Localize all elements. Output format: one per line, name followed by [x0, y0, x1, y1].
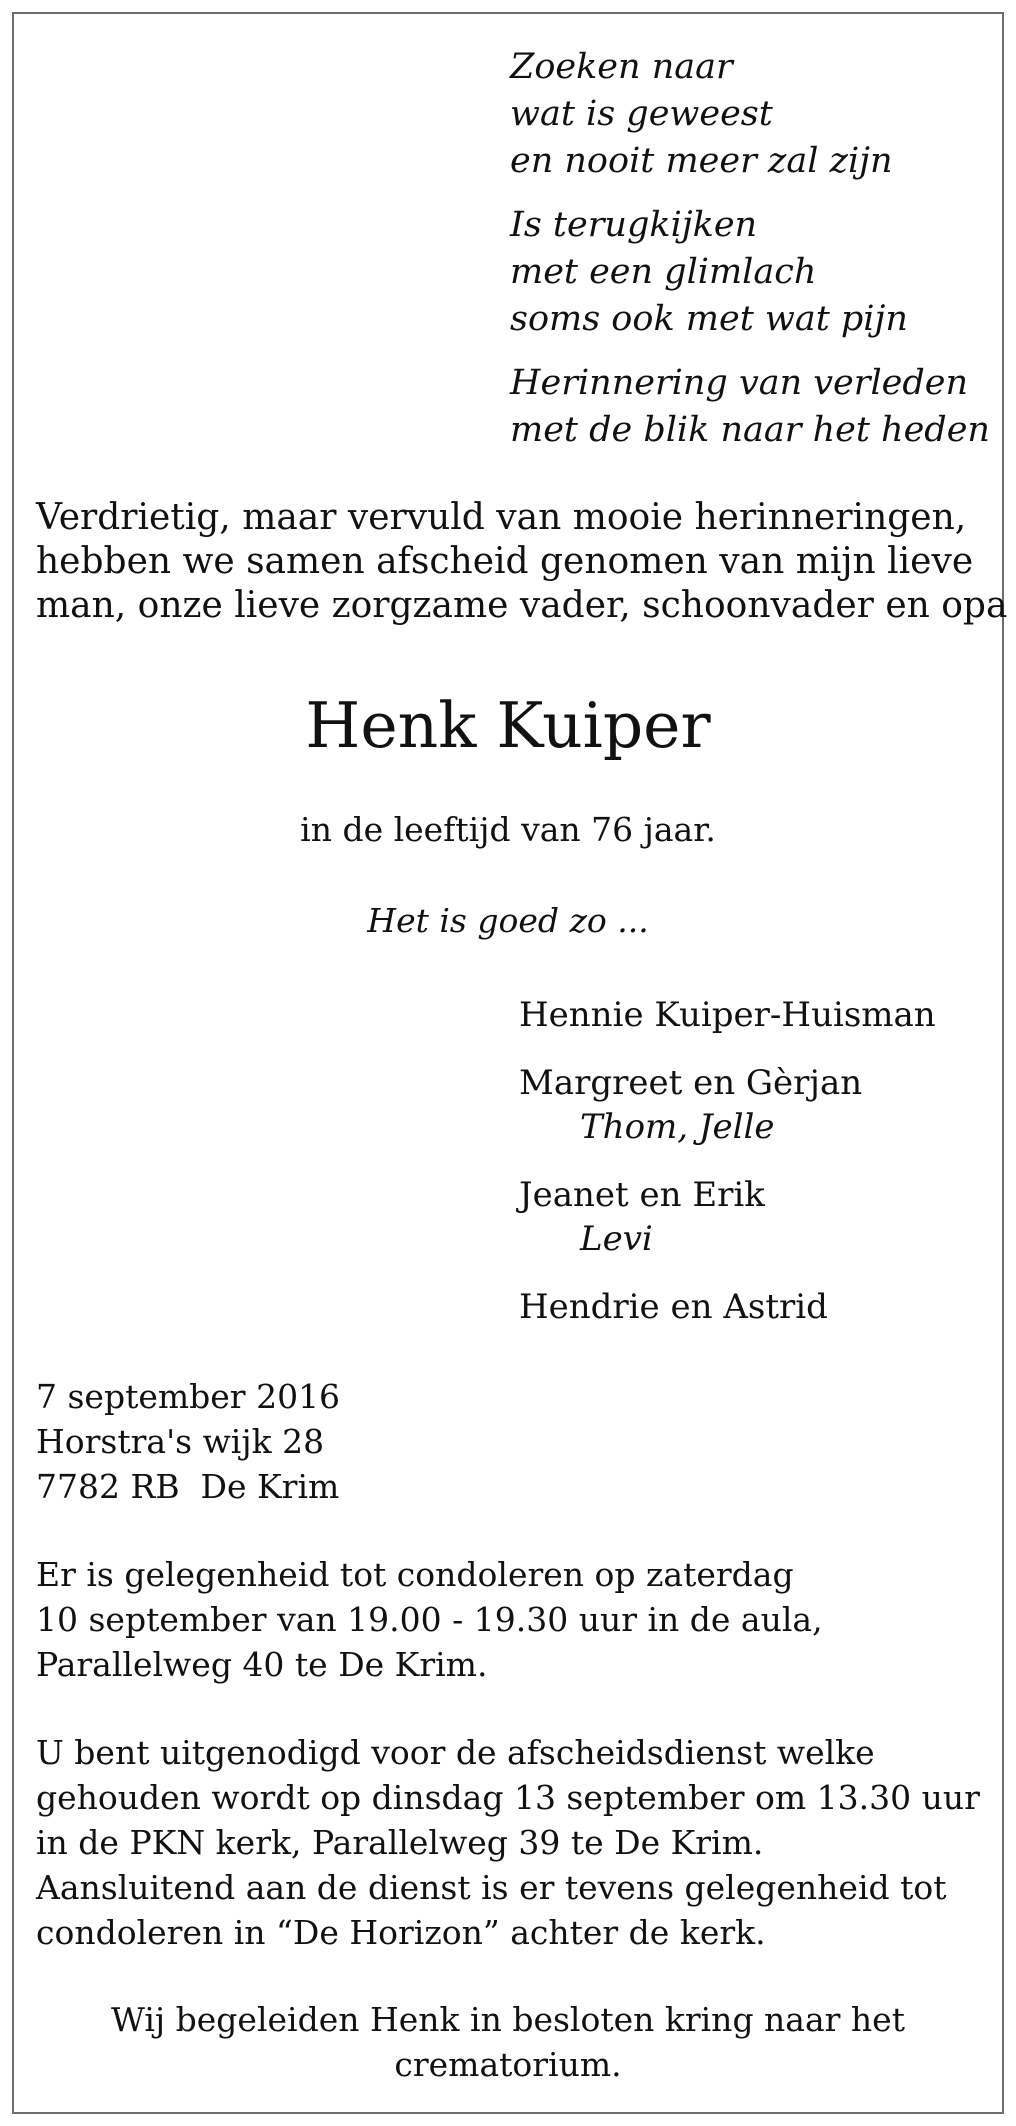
notice-date: 7 september 2016 — [36, 1377, 341, 1416]
address-postcode-city: 7782 RB De Krim — [36, 1467, 340, 1506]
service-line: condoleren in “De Horizon” achter de kerk. — [36, 1913, 766, 1952]
service-line: U bent uitgenodigd voor de afscheidsdienst welke — [36, 1733, 875, 1772]
poem-line: en nooit meer zal zijn — [510, 141, 893, 181]
service-line: Aansluitend aan de dienst is er tevens gelegenheid tot — [36, 1868, 947, 1907]
family-list — [519, 993, 936, 1353]
service-paragraph — [36, 1730, 980, 1955]
family-member-name: Margreet en Gèrjan — [519, 1063, 863, 1103]
poem-stanza — [510, 360, 990, 454]
poem-line: Zoeken naar — [510, 47, 733, 87]
family-member — [519, 1061, 936, 1149]
family-member — [519, 993, 936, 1037]
service-line: gehouden wordt op dinsdag 13 september om 13.30 uur — [36, 1778, 980, 1817]
poem-line: Is terugkijken — [510, 205, 758, 245]
poem-line: met een glimlach — [510, 252, 817, 292]
intro-line: man, onze lieve zorgzame vader, schoonvader en opa — [36, 585, 1008, 626]
family-member-name: Hennie Kuiper-Huisman — [519, 995, 936, 1035]
closing-line: Wij begeleiden Henk in besloten kring naar het — [111, 2000, 905, 2039]
condolence-paragraph — [36, 1552, 823, 1687]
family-member — [519, 1173, 936, 1261]
closing-line: crematorium. — [394, 2045, 622, 2084]
family-member-name: Jeanet en Erik — [519, 1175, 765, 1215]
deceased-name: Henk Kuiper — [305, 689, 711, 762]
poem-stanza — [510, 202, 990, 343]
motto: Het is goed zo ... — [367, 901, 649, 940]
intro-line: Verdrietig, maar vervuld van mooie herinneringen, — [36, 497, 967, 538]
closing-paragraph — [0, 1997, 1016, 2087]
address-street: Horstra's wijk 28 — [36, 1422, 325, 1461]
poem-line: Herinnering van verleden — [510, 363, 969, 403]
service-line: in de PKN kerk, Parallelweg 39 te De Krim. — [36, 1823, 764, 1862]
poem-line: wat is geweest — [510, 94, 773, 134]
family-member — [519, 1285, 936, 1329]
age-text: in de leeftijd van 76 jaar. — [300, 810, 716, 849]
poem-stanza — [510, 44, 990, 185]
intro-line: hebben we samen afscheid genomen van mijn lieve — [36, 541, 974, 582]
poem-line: met de blik naar het heden — [510, 410, 990, 450]
condolence-line: Parallelweg 40 te De Krim. — [36, 1645, 488, 1684]
address-block — [36, 1374, 340, 1509]
family-member-children: Levi — [580, 1219, 653, 1259]
intro-paragraph — [36, 496, 1007, 628]
condolence-line: 10 september van 19.00 - 19.30 uur in de aula, — [36, 1600, 823, 1639]
condolence-line: Er is gelegenheid tot condoleren op zaterdag — [36, 1555, 794, 1594]
family-member-children: Thom, Jelle — [580, 1107, 775, 1147]
poem-line: soms ook met wat pijn — [510, 299, 908, 339]
poem — [510, 44, 990, 471]
family-member-name: Hendrie en Astrid — [519, 1287, 828, 1327]
